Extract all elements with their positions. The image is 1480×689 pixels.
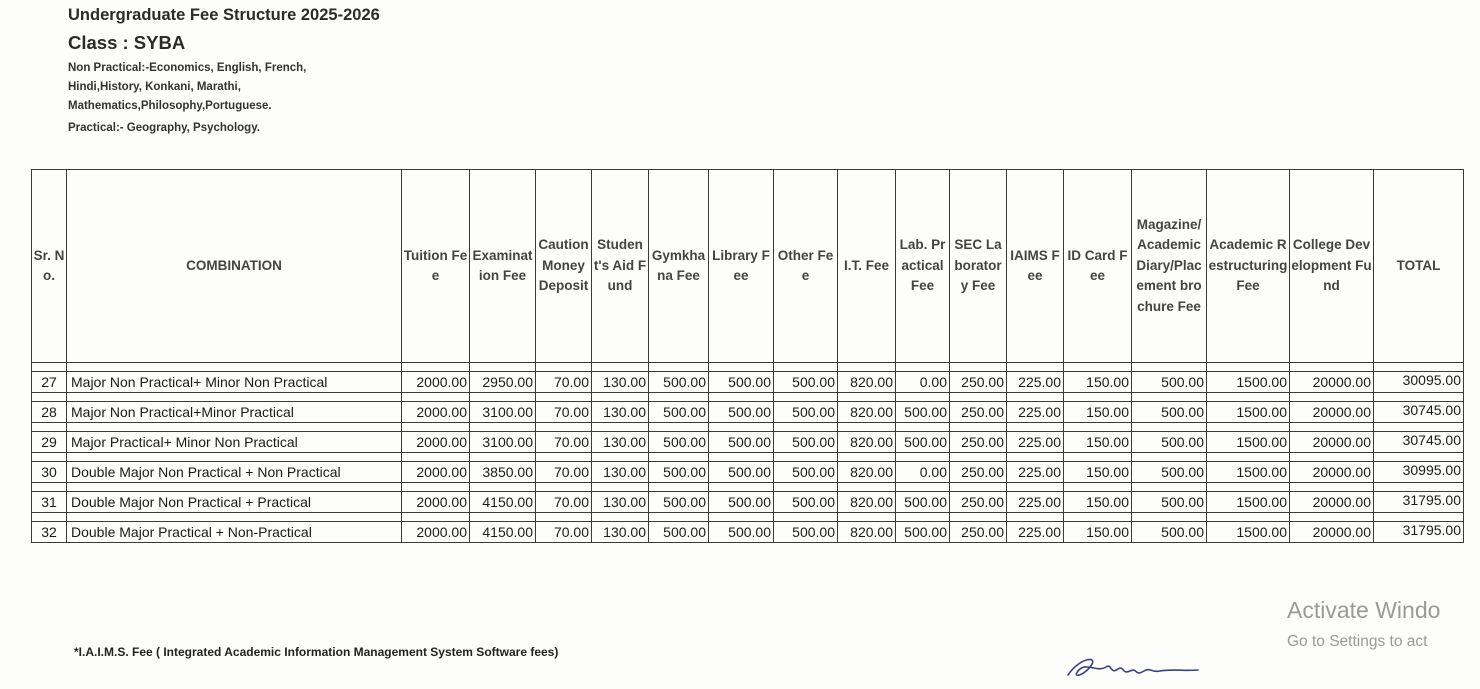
separator-cell (1290, 393, 1374, 402)
fee-cell: 20000.00 (1290, 402, 1374, 423)
fee-cell: 250.00 (950, 462, 1007, 483)
separator-cell (950, 363, 1007, 372)
fee-cell: 1500.00 (1207, 462, 1290, 483)
separator-cell (1290, 423, 1374, 432)
fee-cell: 225.00 (1007, 372, 1064, 393)
separator-cell (838, 513, 896, 522)
row-separator (32, 453, 1464, 462)
separator-cell (402, 363, 470, 372)
separator-cell (774, 453, 838, 462)
separator-cell (838, 483, 896, 492)
header-cell: Library Fee (709, 170, 774, 363)
header-cell: IAIMS Fee (1007, 170, 1064, 363)
fee-cell: 70.00 (536, 402, 592, 423)
separator-cell (1064, 393, 1132, 402)
fee-cell: 500.00 (896, 402, 950, 423)
separator-cell (1007, 483, 1064, 492)
row-separator (32, 363, 1464, 372)
fee-cell: 500.00 (709, 462, 774, 483)
fee-cell: 225.00 (1007, 432, 1064, 453)
fee-cell: 0.00 (896, 462, 950, 483)
signature-icon (1060, 653, 1200, 684)
fee-cell: 20000.00 (1290, 492, 1374, 513)
header-cell: Academic Restructuring Fee (1207, 170, 1290, 363)
separator-cell (592, 363, 649, 372)
fee-cell: 500.00 (896, 432, 950, 453)
separator-cell (32, 363, 67, 372)
separator-cell (709, 513, 774, 522)
header-cell: COMBINATION (67, 170, 402, 363)
separator-cell (896, 363, 950, 372)
separator-cell (649, 513, 709, 522)
separator-cell (32, 393, 67, 402)
fee-cell: 2000.00 (402, 402, 470, 423)
separator-cell (1207, 393, 1290, 402)
separator-cell (950, 483, 1007, 492)
fee-cell: 2000.00 (402, 522, 470, 543)
separator-cell (32, 513, 67, 522)
fee-cell: 225.00 (1007, 522, 1064, 543)
separator-cell (838, 453, 896, 462)
sr-no-cell: 30 (32, 462, 67, 483)
combination-cell: Major Practical+ Minor Non Practical (67, 432, 402, 453)
separator-cell (592, 393, 649, 402)
fee-cell: 1500.00 (1207, 432, 1290, 453)
total-cell: 30995.00 (1374, 462, 1464, 483)
fee-cell: 500.00 (709, 492, 774, 513)
fee-cell: 820.00 (838, 462, 896, 483)
fee-cell: 500.00 (774, 372, 838, 393)
separator-cell (1132, 393, 1207, 402)
separator-cell (774, 363, 838, 372)
separator-cell (402, 423, 470, 432)
header-cell: Gymkhana Fee (649, 170, 709, 363)
separator-cell (470, 453, 536, 462)
fee-cell: 500.00 (1132, 522, 1207, 543)
separator-cell (838, 363, 896, 372)
separator-cell (470, 483, 536, 492)
fee-cell: 2000.00 (402, 372, 470, 393)
sr-no-cell: 27 (32, 372, 67, 393)
non-practical-subjects: Non Practical:-Economics, English, French, Hindi,History, Konkani, Marathi, Mathematics,Philosophy,Portuguese. (68, 62, 307, 112)
separator-cell (774, 393, 838, 402)
fee-cell: 1500.00 (1207, 402, 1290, 423)
separator-cell (1207, 483, 1290, 492)
fee-cell: 70.00 (536, 462, 592, 483)
header-cell: SEC Laboratory Fee (950, 170, 1007, 363)
separator-cell (1007, 393, 1064, 402)
separator-cell (649, 483, 709, 492)
separator-cell (536, 483, 592, 492)
separator-cell (709, 363, 774, 372)
fee-cell: 225.00 (1007, 462, 1064, 483)
header-cell: Student's Aid Fund (592, 170, 649, 363)
fee-cell: 500.00 (896, 492, 950, 513)
separator-cell (402, 483, 470, 492)
separator-cell (896, 483, 950, 492)
fee-cell: 500.00 (1132, 492, 1207, 513)
fee-cell: 3850.00 (470, 462, 536, 483)
fee-cell: 500.00 (709, 372, 774, 393)
separator-cell (1132, 483, 1207, 492)
separator-cell (1290, 363, 1374, 372)
separator-cell (67, 393, 402, 402)
practical-subjects: Practical:- Geography, Psychology. (68, 122, 260, 134)
fee-cell: 2000.00 (402, 432, 470, 453)
table-header-row (32, 170, 1464, 363)
sr-no-cell: 31 (32, 492, 67, 513)
separator-cell (1374, 483, 1464, 492)
separator-cell (838, 393, 896, 402)
fee-cell: 1500.00 (1207, 522, 1290, 543)
separator-cell (592, 423, 649, 432)
separator-cell (1007, 363, 1064, 372)
total-cell: 30095.00 (1374, 372, 1464, 393)
separator-cell (1064, 453, 1132, 462)
separator-cell (1064, 363, 1132, 372)
separator-cell (709, 483, 774, 492)
fee-cell: 250.00 (950, 492, 1007, 513)
separator-cell (950, 453, 1007, 462)
fee-cell: 4150.00 (470, 492, 536, 513)
fee-cell: 2950.00 (470, 372, 536, 393)
separator-cell (649, 453, 709, 462)
separator-cell (1007, 453, 1064, 462)
fee-cell: 500.00 (774, 492, 838, 513)
fee-cell: 70.00 (536, 372, 592, 393)
fee-cell: 250.00 (950, 432, 1007, 453)
fee-cell: 500.00 (709, 402, 774, 423)
separator-cell (32, 483, 67, 492)
separator-cell (896, 393, 950, 402)
fee-cell: 820.00 (838, 372, 896, 393)
separator-cell (402, 513, 470, 522)
separator-cell (402, 453, 470, 462)
separator-cell (536, 363, 592, 372)
separator-cell (1132, 363, 1207, 372)
combination-cell: Double Major Non Practical + Practical (67, 492, 402, 513)
fee-cell: 500.00 (1132, 402, 1207, 423)
fee-cell: 500.00 (649, 432, 709, 453)
fee-cell: 500.00 (709, 432, 774, 453)
table-row (32, 522, 1464, 543)
separator-cell (950, 513, 1007, 522)
fee-cell: 500.00 (649, 522, 709, 543)
separator-cell (32, 423, 67, 432)
header-cell: Sr. No. (32, 170, 67, 363)
separator-cell (1132, 513, 1207, 522)
combination-cell: Major Non Practical+ Minor Non Practical (67, 372, 402, 393)
table-body (32, 363, 1464, 543)
header-cell: College Development Fund (1290, 170, 1374, 363)
sr-no-cell: 32 (32, 522, 67, 543)
fee-cell: 2000.00 (402, 462, 470, 483)
separator-cell (67, 423, 402, 432)
separator-cell (592, 453, 649, 462)
separator-cell (950, 423, 1007, 432)
separator-cell (1374, 393, 1464, 402)
document-title: Undergraduate Fee Structure 2025-2026 (68, 6, 380, 24)
fee-cell: 70.00 (536, 522, 592, 543)
separator-cell (592, 513, 649, 522)
fee-cell: 500.00 (649, 402, 709, 423)
fee-cell: 4150.00 (470, 522, 536, 543)
row-separator (32, 513, 1464, 522)
fee-cell: 500.00 (774, 462, 838, 483)
row-separator (32, 423, 1464, 432)
fee-cell: 500.00 (709, 522, 774, 543)
separator-cell (67, 363, 402, 372)
watermark-title: Activate Windo (1287, 597, 1441, 623)
separator-cell (1064, 483, 1132, 492)
total-cell: 31795.00 (1374, 492, 1464, 513)
combination-cell: Double Major Practical + Non-Practical (67, 522, 402, 543)
fee-cell: 20000.00 (1290, 462, 1374, 483)
separator-cell (1290, 453, 1374, 462)
separator-cell (709, 393, 774, 402)
separator-cell (402, 393, 470, 402)
header-cell: TOTAL (1374, 170, 1464, 363)
separator-cell (1207, 363, 1290, 372)
fee-structure-table (31, 169, 1464, 543)
fee-cell: 250.00 (950, 522, 1007, 543)
table-row (32, 402, 1464, 423)
separator-cell (1374, 453, 1464, 462)
row-separator (32, 483, 1464, 492)
fee-cell: 500.00 (896, 522, 950, 543)
separator-cell (1290, 513, 1374, 522)
header-cell: Other Fee (774, 170, 838, 363)
fee-cell: 500.00 (1132, 372, 1207, 393)
fee-cell: 500.00 (649, 372, 709, 393)
fee-cell: 20000.00 (1290, 522, 1374, 543)
separator-cell (536, 513, 592, 522)
separator-cell (774, 483, 838, 492)
separator-cell (950, 393, 1007, 402)
fee-cell: 500.00 (1132, 462, 1207, 483)
separator-cell (896, 513, 950, 522)
total-cell: 31795.00 (1374, 522, 1464, 543)
fee-cell: 500.00 (1132, 432, 1207, 453)
separator-cell (1290, 483, 1374, 492)
fee-cell: 130.00 (592, 492, 649, 513)
separator-cell (470, 393, 536, 402)
separator-cell (649, 423, 709, 432)
separator-cell (536, 453, 592, 462)
separator-cell (1007, 423, 1064, 432)
fee-cell: 150.00 (1064, 402, 1132, 423)
fee-cell: 70.00 (536, 492, 592, 513)
separator-cell (896, 453, 950, 462)
header-cell: Lab. Practical Fee (896, 170, 950, 363)
separator-cell (1207, 513, 1290, 522)
separator-cell (67, 483, 402, 492)
fee-cell: 150.00 (1064, 492, 1132, 513)
fee-cell: 820.00 (838, 492, 896, 513)
fee-cell: 820.00 (838, 432, 896, 453)
table-row (32, 462, 1464, 483)
fee-cell: 2000.00 (402, 492, 470, 513)
header-cell: Caution Money Deposit (536, 170, 592, 363)
fee-cell: 130.00 (592, 402, 649, 423)
separator-cell (896, 423, 950, 432)
combination-cell: Major Non Practical+Minor Practical (67, 402, 402, 423)
separator-cell (536, 423, 592, 432)
fee-cell: 820.00 (838, 402, 896, 423)
separator-cell (1132, 453, 1207, 462)
fee-cell: 150.00 (1064, 522, 1132, 543)
document-header (68, 4, 380, 134)
fee-cell: 20000.00 (1290, 432, 1374, 453)
header-cell: Examination Fee (470, 170, 536, 363)
fee-cell: 500.00 (774, 432, 838, 453)
table-row (32, 372, 1464, 393)
fee-cell: 1500.00 (1207, 372, 1290, 393)
separator-cell (470, 363, 536, 372)
separator-cell (67, 453, 402, 462)
separator-cell (774, 423, 838, 432)
combination-cell: Double Major Non Practical + Non Practical (67, 462, 402, 483)
fee-cell: 3100.00 (470, 402, 536, 423)
total-cell: 30745.00 (1374, 432, 1464, 453)
table-row (32, 492, 1464, 513)
separator-cell (1374, 423, 1464, 432)
separator-cell (1374, 363, 1464, 372)
fee-cell: 1500.00 (1207, 492, 1290, 513)
separator-cell (649, 393, 709, 402)
fee-cell: 820.00 (838, 522, 896, 543)
sr-no-cell: 29 (32, 432, 67, 453)
separator-cell (1064, 423, 1132, 432)
fee-cell: 0.00 (896, 372, 950, 393)
sr-no-cell: 28 (32, 402, 67, 423)
class-line: Class : SYBA (68, 32, 186, 53)
separator-cell (592, 483, 649, 492)
fee-cell: 250.00 (950, 372, 1007, 393)
separator-cell (1132, 423, 1207, 432)
separator-cell (1207, 423, 1290, 432)
separator-cell (536, 393, 592, 402)
separator-cell (470, 513, 536, 522)
row-separator (32, 393, 1464, 402)
header-cell: Magazine/Academic Diary/Placement brochure Fee (1132, 170, 1207, 363)
fee-cell: 150.00 (1064, 372, 1132, 393)
fee-cell: 130.00 (592, 372, 649, 393)
fee-cell: 500.00 (774, 402, 838, 423)
separator-cell (838, 423, 896, 432)
fee-cell: 130.00 (592, 522, 649, 543)
total-cell: 30745.00 (1374, 402, 1464, 423)
separator-cell (1374, 513, 1464, 522)
fee-cell: 225.00 (1007, 402, 1064, 423)
fee-cell: 150.00 (1064, 432, 1132, 453)
separator-cell (67, 513, 402, 522)
separator-cell (1007, 513, 1064, 522)
iaims-footnote: *I.A.I.M.S. Fee ( Integrated Academic Information Management System Software fees) (74, 645, 559, 659)
fee-cell: 150.00 (1064, 462, 1132, 483)
separator-cell (1207, 453, 1290, 462)
fee-cell: 225.00 (1007, 492, 1064, 513)
header-cell: Tuition Fee (402, 170, 470, 363)
separator-cell (32, 453, 67, 462)
fee-cell: 500.00 (649, 492, 709, 513)
fee-cell: 500.00 (649, 462, 709, 483)
separator-cell (649, 363, 709, 372)
fee-cell: 250.00 (950, 402, 1007, 423)
fee-cell: 20000.00 (1290, 372, 1374, 393)
header-cell: ID Card Fee (1064, 170, 1132, 363)
table-row (32, 432, 1464, 453)
fee-cell: 500.00 (774, 522, 838, 543)
separator-cell (709, 423, 774, 432)
watermark-subtitle: Go to Settings to act (1287, 633, 1428, 650)
separator-cell (709, 453, 774, 462)
fee-cell: 130.00 (592, 432, 649, 453)
fee-cell: 70.00 (536, 432, 592, 453)
separator-cell (1064, 513, 1132, 522)
separator-cell (470, 423, 536, 432)
fee-cell: 3100.00 (470, 432, 536, 453)
header-cell: I.T. Fee (838, 170, 896, 363)
separator-cell (774, 513, 838, 522)
activate-windows-watermark (1287, 597, 1440, 651)
fee-cell: 130.00 (592, 462, 649, 483)
